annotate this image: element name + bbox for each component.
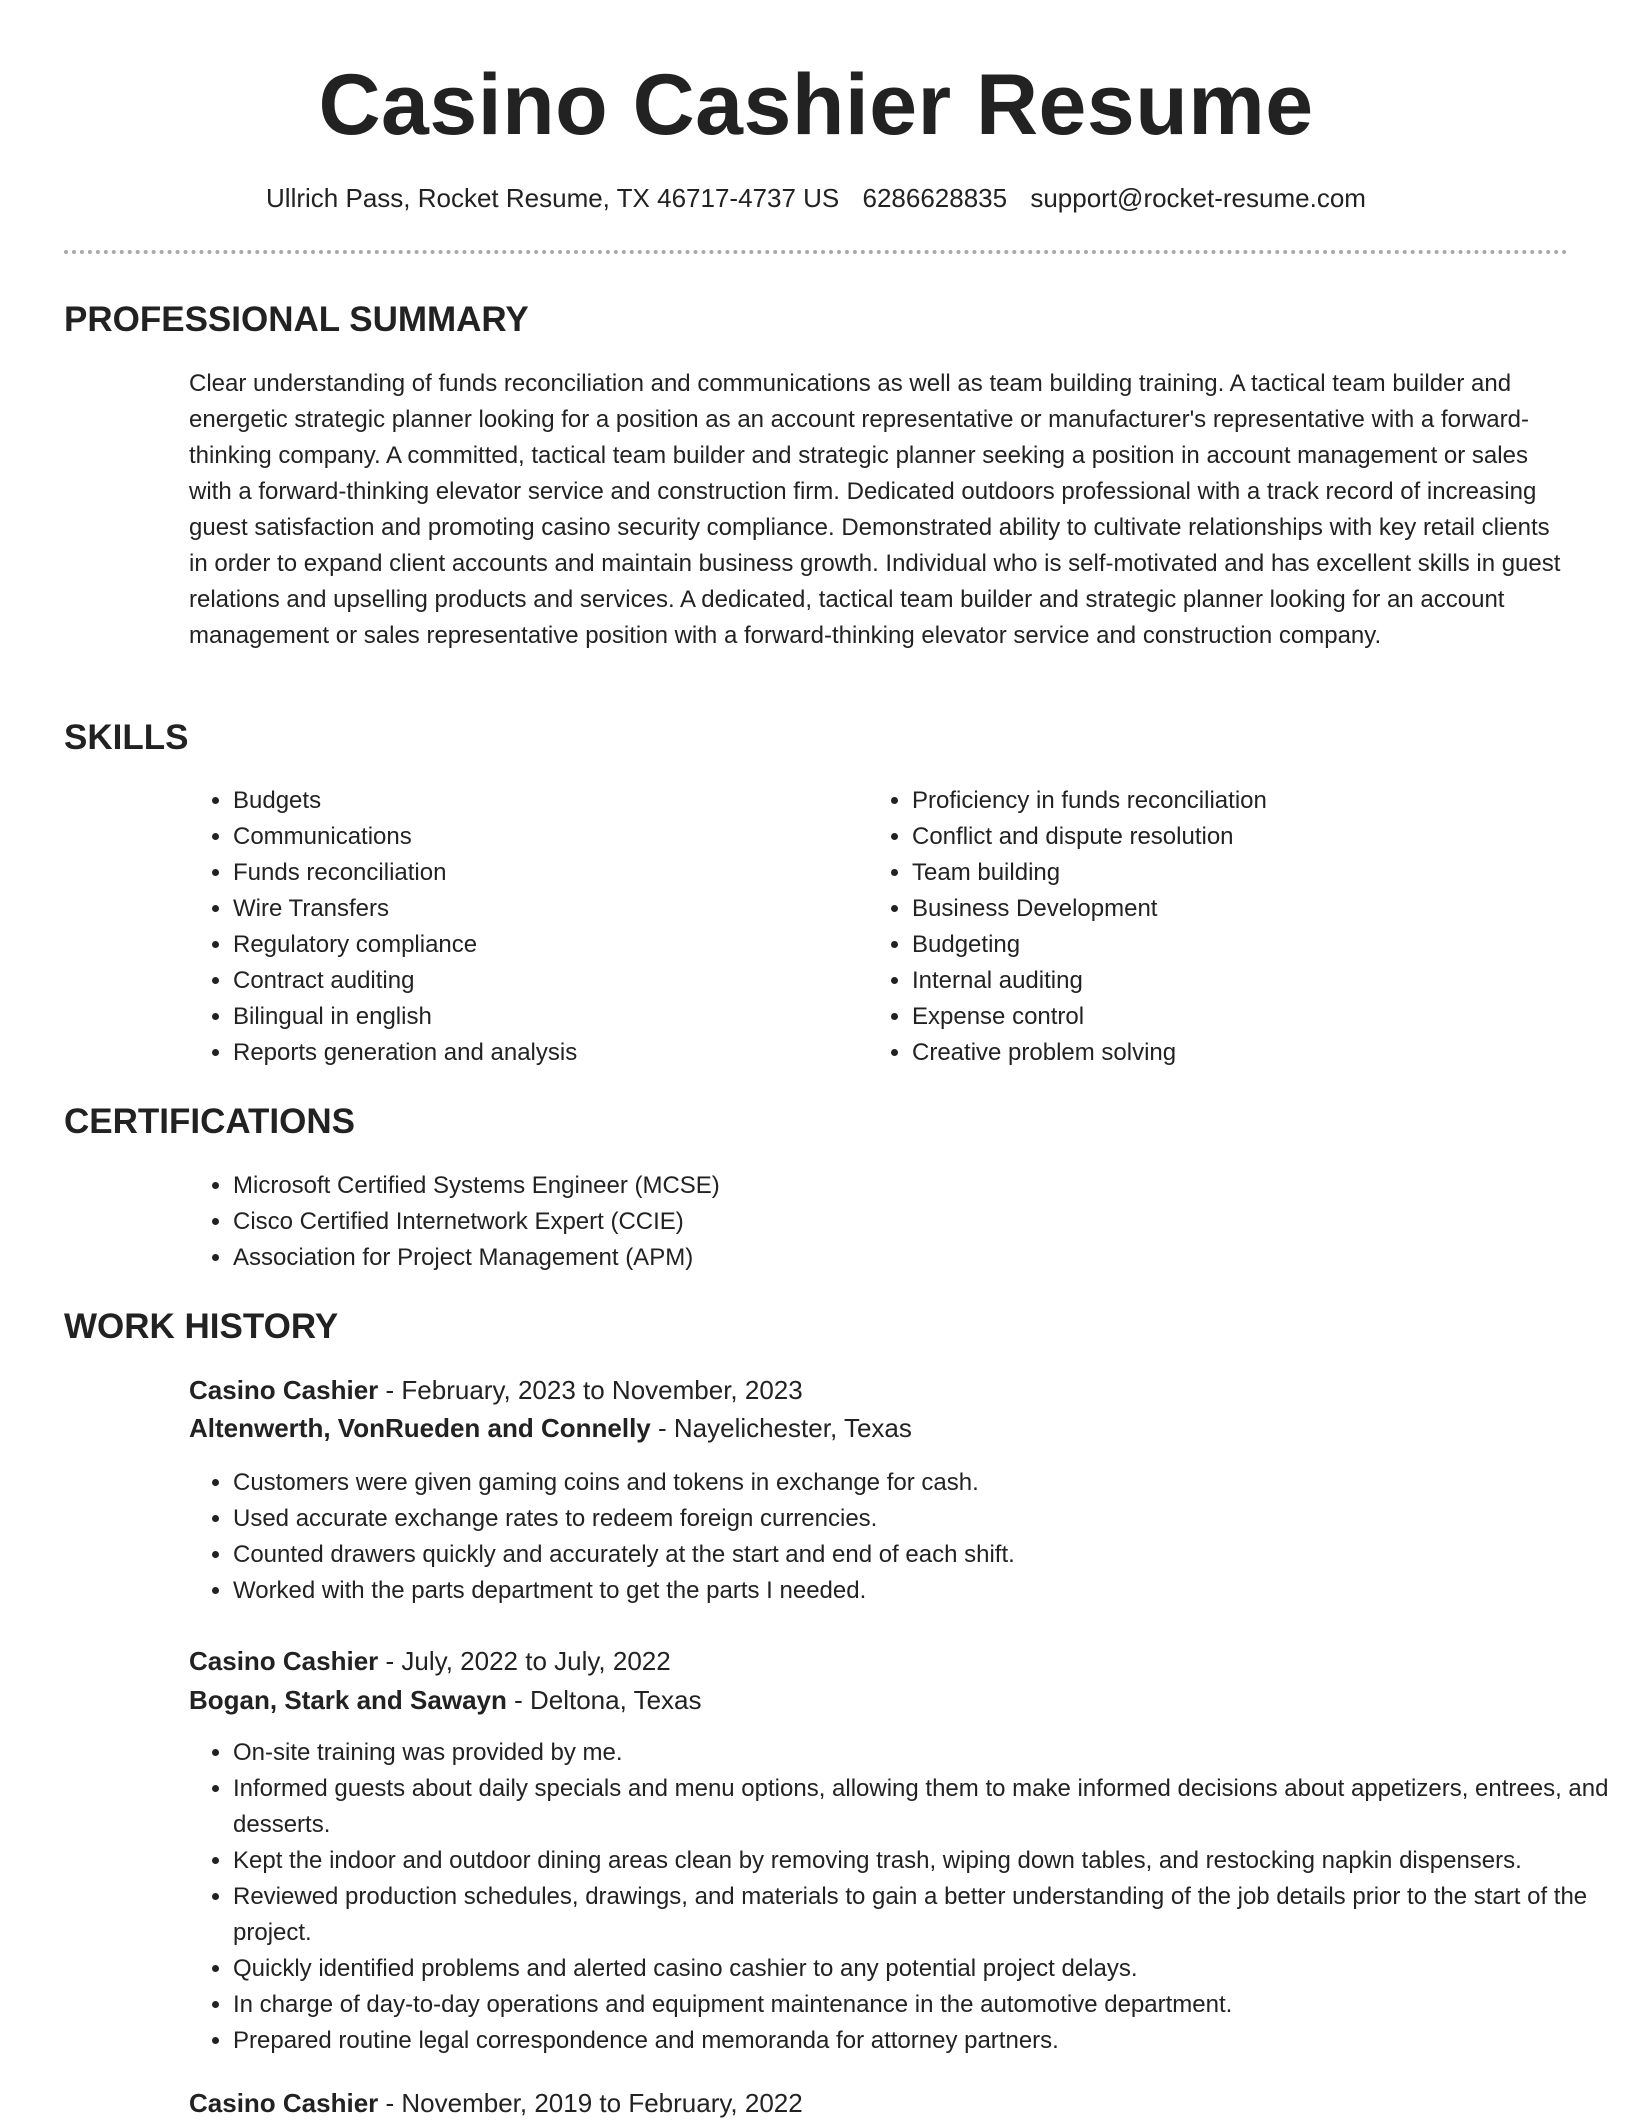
skills-list-right (868, 783, 1592, 1071)
list-item: • Funds reconciliation (233, 855, 853, 891)
list-item: • Communications (233, 819, 853, 855)
list-item: • Budgets (233, 783, 853, 819)
contact-address: Ullrich Pass, Rocket Resume, TX 46717-4737 US (266, 183, 840, 213)
job-dates: - February, 2023 to November, 2023 (378, 1375, 803, 1405)
job-location: - Nayelichester, Texas (650, 1413, 912, 1443)
job-role: Casino Cashier (189, 1375, 379, 1405)
job-dates: - November, 2019 to February, 2022 (378, 2088, 803, 2118)
job-bullets (189, 1465, 1613, 1609)
certifications-heading: CERTIFICATIONS (64, 1102, 356, 1141)
list-item: • Microsoft Certified Systems Engineer (MCSE) (233, 1168, 1593, 1204)
list-item: • Budgeting (912, 927, 1592, 963)
contact-line (0, 180, 1632, 216)
list-item: • Contract auditing (233, 963, 853, 999)
header-divider (64, 250, 1568, 254)
list-item: • Used accurate exchange rates to redeem foreign currencies. (233, 1501, 1613, 1537)
list-item: • Creative problem solving (912, 1035, 1592, 1071)
job-title-line (189, 1371, 803, 1409)
list-item: • Counted drawers quickly and accurately at the start and end of each shift. (233, 1537, 1613, 1573)
job-company-line (189, 1409, 912, 1447)
list-item: • Business Development (912, 891, 1592, 927)
summary-heading: PROFESSIONAL SUMMARY (64, 300, 529, 339)
list-item: • Bilingual in english (233, 999, 853, 1035)
list-item: • Reports generation and analysis (233, 1035, 853, 1071)
job-company: Altenwerth, VonRueden and Connelly (189, 1413, 651, 1443)
job-dates: - July, 2022 to July, 2022 (378, 1646, 671, 1676)
list-item: • Informed guests about daily specials and menu options, allowing them to make informed decisions about appetizers, entrees, and desserts. (233, 1771, 1613, 1843)
contact-email: support@rocket-resume.com (1030, 183, 1366, 213)
list-item: • Team building (912, 855, 1592, 891)
job-role: Casino Cashier (189, 2088, 379, 2118)
skills-heading: SKILLS (64, 718, 189, 757)
list-item: • Expense control (912, 999, 1592, 1035)
list-item: • Prepared routine legal correspondence and memoranda for attorney partners. (233, 2023, 1613, 2059)
list-item: • Reviewed production schedules, drawings, and materials to gain a better understanding of the job details prior to the start of the project. (233, 1879, 1613, 1951)
list-item: • Proficiency in funds reconciliation (912, 783, 1592, 819)
list-item: • Association for Project Management (APM) (233, 1240, 1593, 1276)
job-company-line (189, 1681, 702, 1719)
resume-title: Casino Cashier Resume (318, 57, 1314, 153)
summary-text: Clear understanding of funds reconciliation and communications as well as team building training. A tactical team builder and energetic strategic planner looking for a position as an account representative or manufacturer's representative with a forward-thinking company. A committed, tactical team builder and strategic planner seeking a position in account management or sales with a forward-thinking elevator service and construction firm. Dedicated outdoors professional with a track record of increasing guest satisfaction and promoting casino security compliance. Demonstrated ability to cultivate relationships with key retail clients in order to expand client accounts and maintain business growth. Individual who is self-motivated and has excellent skills in guest relations and upselling products and services. A dedicated, tactical team builder and strategic planner looking for an account management or sales representative position with a forward-thinking elevator service and construction company. (189, 370, 1561, 649)
list-item: • Worked with the parts department to get the parts I needed. (233, 1573, 1613, 1609)
list-item: • Internal auditing (912, 963, 1592, 999)
job-title-line (189, 1642, 671, 1680)
list-item: • On-site training was provided by me. (233, 1735, 1613, 1771)
list-item: • Conflict and dispute resolution (912, 819, 1592, 855)
list-item: • In charge of day-to-day operations and equipment maintenance in the automotive department. (233, 1987, 1613, 2023)
list-item: • Cisco Certified Internetwork Expert (CCIE) (233, 1204, 1593, 1240)
work-history-heading: WORK HISTORY (64, 1307, 339, 1346)
list-item: • Kept the indoor and outdoor dining areas clean by removing trash, wiping down tables, and restocking napkin dispensers. (233, 1843, 1613, 1879)
list-item: • Quickly identified problems and alerted casino cashier to any potential project delays. (233, 1951, 1613, 1987)
job-title-line (189, 2084, 803, 2122)
skills-list-left (189, 783, 853, 1071)
certifications-list (189, 1168, 1593, 1276)
job-location: - Deltona, Texas (506, 1685, 702, 1715)
contact-phone: 6286628835 (862, 183, 1008, 213)
job-role: Casino Cashier (189, 1646, 379, 1676)
list-item: • Wire Transfers (233, 891, 853, 927)
job-company: Bogan, Stark and Sawayn (189, 1685, 507, 1715)
job-bullets (189, 1735, 1613, 2059)
list-item: • Customers were given gaming coins and tokens in exchange for cash. (233, 1465, 1613, 1501)
list-item: • Regulatory compliance (233, 927, 853, 963)
